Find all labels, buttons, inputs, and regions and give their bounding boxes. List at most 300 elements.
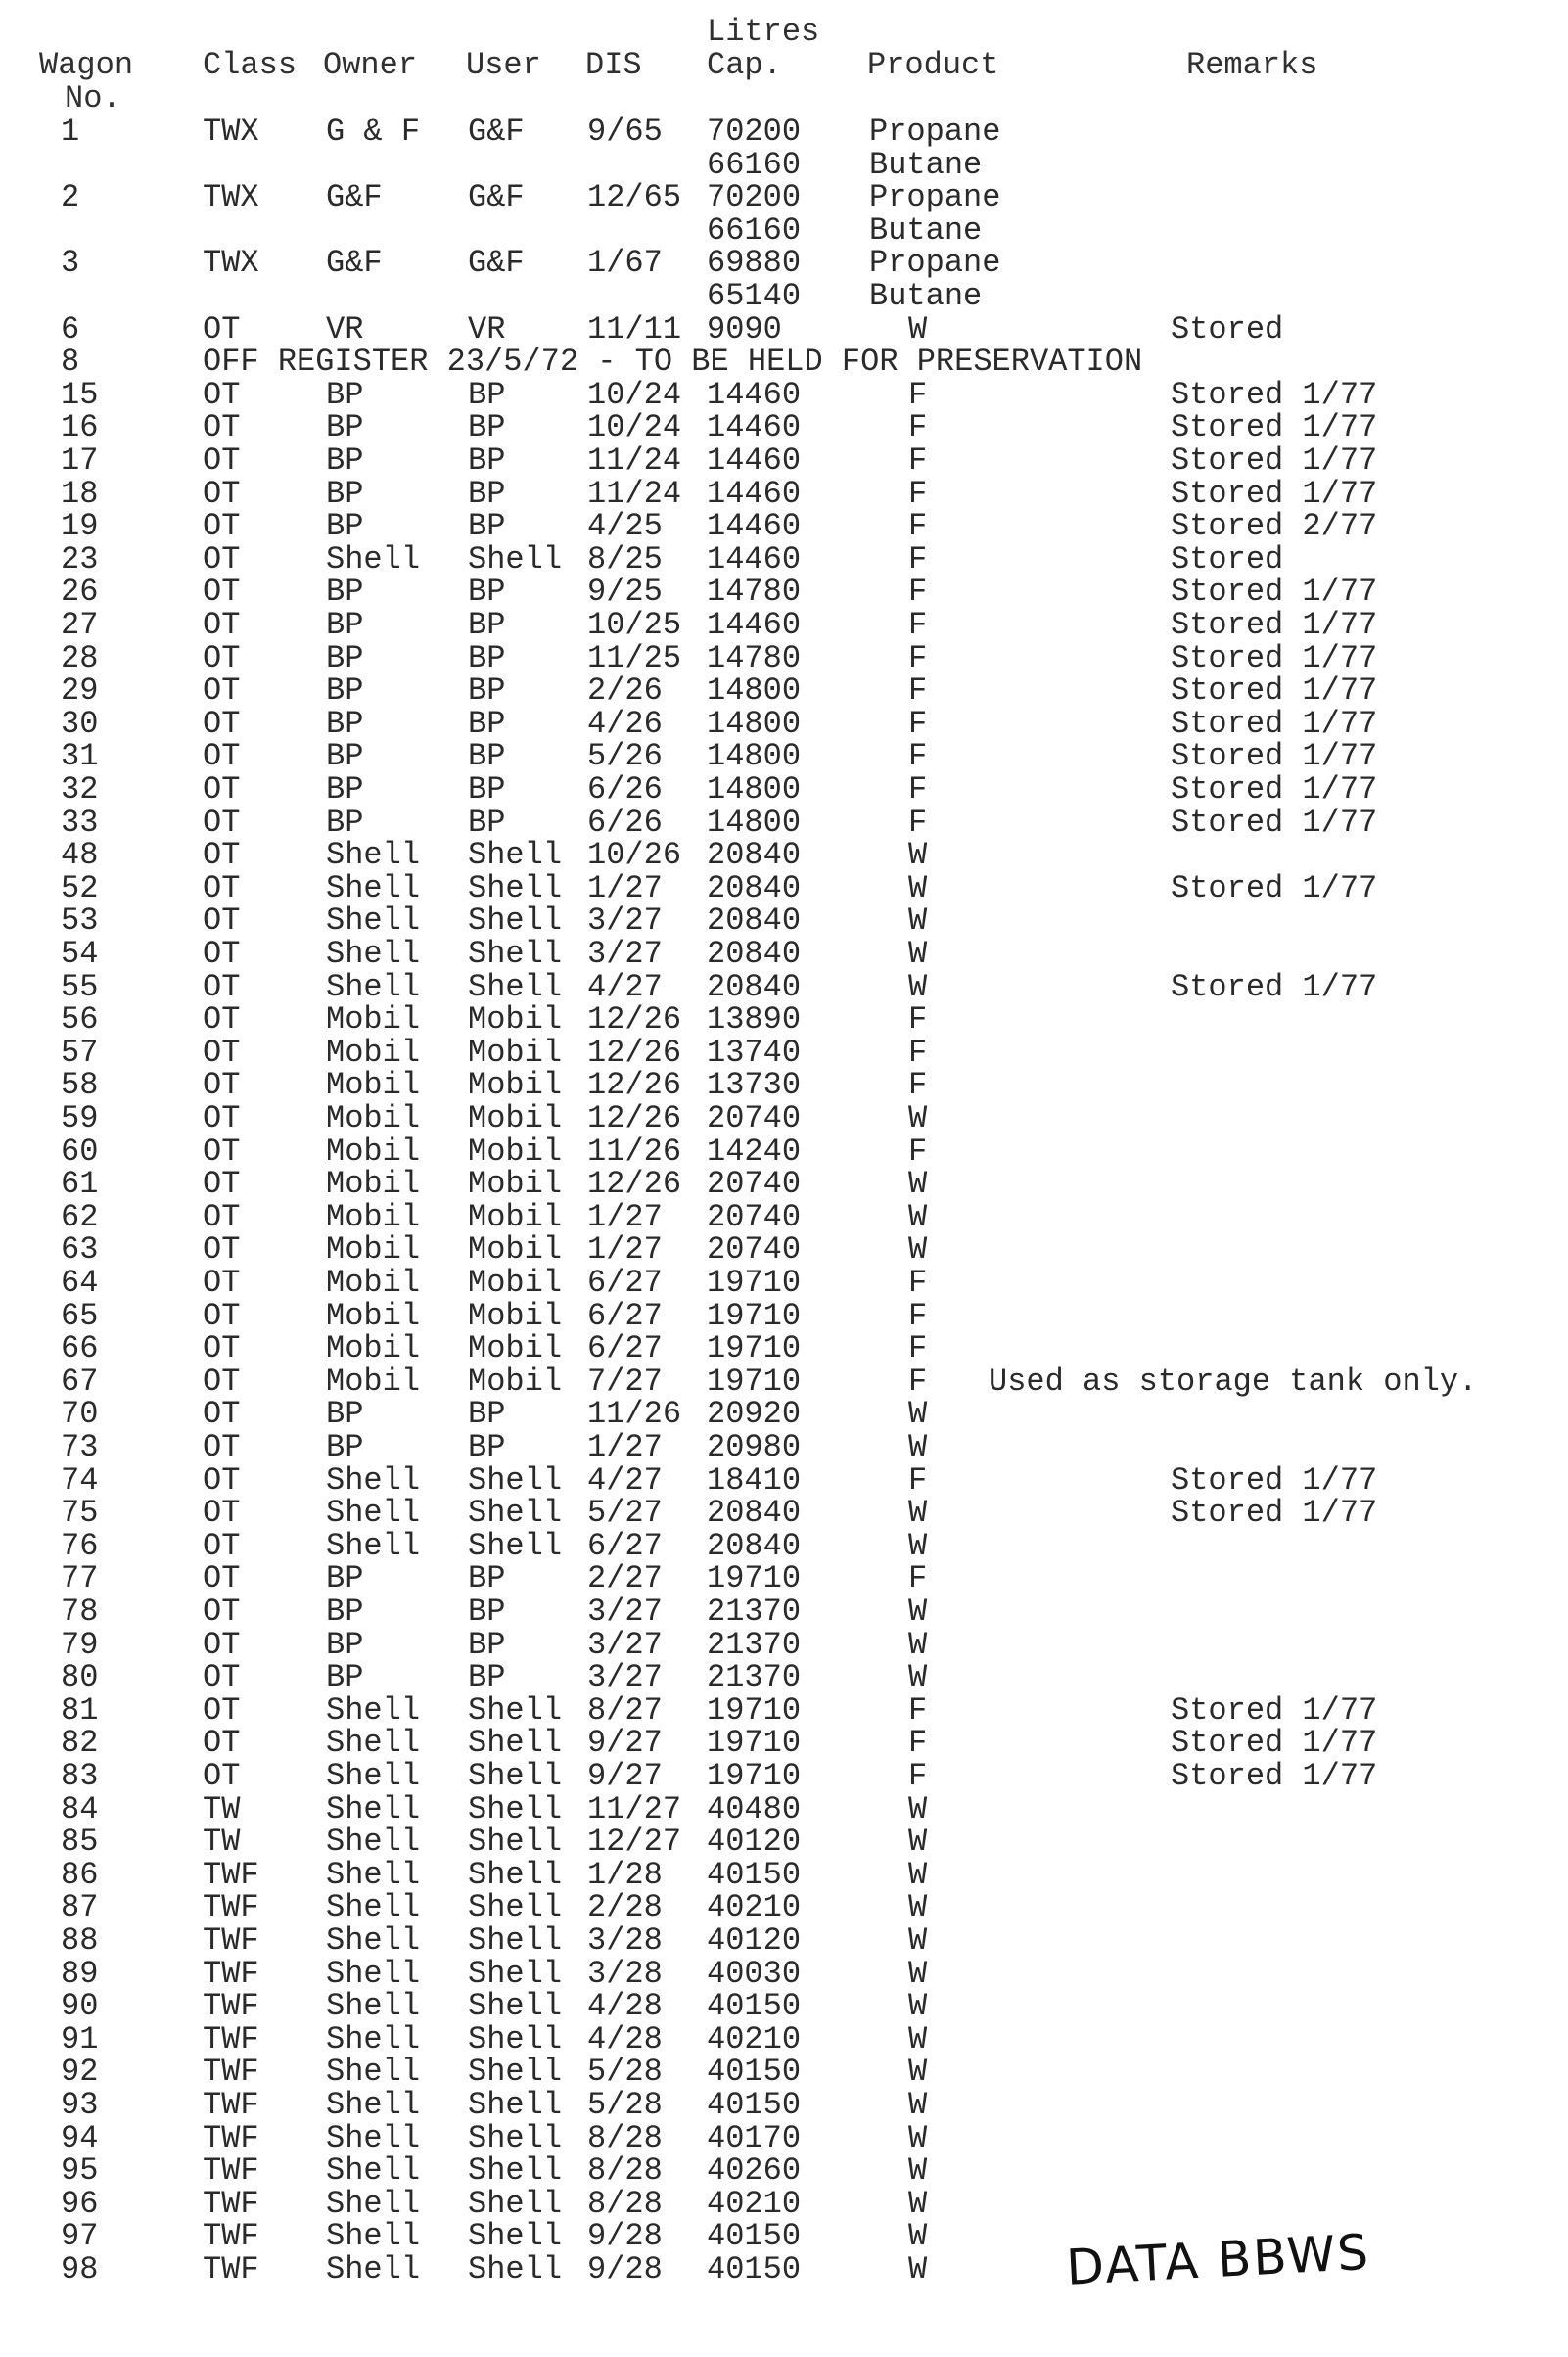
class-cell: OT [203,1626,241,1663]
owner-cell: Mobil [326,1231,421,1269]
class-cell: OT [203,442,241,479]
capacity-cell: 14240 [707,1132,802,1170]
table-row [0,740,1568,773]
wagon-number-cell: 75 [61,1495,99,1532]
class-cell: OT [203,310,241,347]
dis-cell: 12/26 [587,1001,682,1039]
table-row [0,1198,1568,1235]
user-cell: Shell [468,936,563,972]
capacity-cell: 19710 [707,1691,802,1729]
table-row [0,1365,1568,1399]
table-row [0,869,1568,906]
class-cell: TWX [203,179,259,216]
remarks-cell: Stored 2/77 [1171,508,1378,545]
table-row [0,2154,1568,2188]
header-litres: Litres [707,14,820,50]
product-cell: W [908,1198,928,1235]
wagon-number-cell: 83 [61,1758,99,1794]
product-cell: F [908,376,928,413]
user-cell: Shell [468,837,563,874]
wagon-number-cell: 3 [61,245,80,282]
dis-cell: 2/26 [587,672,663,710]
user-cell: Shell [468,1988,563,2025]
owner-cell: Shell [326,1889,421,1926]
product-cell: W [908,1594,928,1630]
product-cell: F [908,607,928,643]
wagon-number-cell: 29 [61,672,99,710]
owner-cell: Shell [326,1824,421,1861]
capacity-cell: 20840 [707,869,802,906]
table-row [0,116,1568,149]
user-cell: BP [468,1626,506,1663]
wagon-number-cell: 66 [61,1330,99,1367]
table-row [0,576,1568,609]
wagon-number-cell: 62 [61,1198,99,1235]
user-cell: BP [468,607,506,643]
capacity-cell: 14800 [707,738,802,775]
owner-cell: BP [326,1594,364,1630]
table-row [0,1990,1568,2023]
dis-cell: 11/27 [587,1790,682,1827]
capacity-cell: 40150 [707,2251,802,2288]
product-cell: F [908,508,928,545]
product-cell: W [908,1166,928,1203]
capacity-cell: 14800 [707,705,802,742]
table-row [0,1398,1568,1431]
product-cell: F [908,1132,928,1170]
product-cell: W [908,1231,928,1269]
class-cell: OT [203,508,241,545]
dis-cell: 3/28 [587,1955,663,1992]
class-cell: OT [203,1461,241,1499]
wagon-number-cell: 58 [61,1067,99,1104]
owner-cell: BP [326,1659,364,1696]
class-cell: OT [203,1100,241,1136]
user-cell: BP [468,1659,506,1696]
wagon-number-cell: 17 [61,442,99,479]
table-row [0,1034,1568,1071]
wagon-number-cell: 67 [61,1363,99,1400]
product-cell: F [908,1758,928,1794]
dis-cell: 12/26 [587,1100,682,1136]
owner-cell: Shell [326,540,421,578]
wagon-number-cell: 94 [61,2119,99,2156]
user-cell: Shell [468,902,563,940]
product-cell: W [908,2087,928,2123]
table-row [0,1461,1568,1499]
user-cell: Mobil [468,1231,563,1269]
dis-cell: 8/27 [587,1691,663,1729]
wagon-number-cell: 32 [61,771,99,808]
product-cell: F [908,771,928,808]
dis-cell: 9/27 [587,1758,663,1794]
table-row [0,968,1568,1005]
user-cell: Shell [468,1691,563,1729]
wagon-number-cell: 91 [61,2020,99,2057]
wagon-number-cell: 1 [61,114,80,150]
wagon-number-cell: 90 [61,1988,99,2025]
user-cell: Mobil [468,1132,563,1170]
class-cell: OT [203,1527,241,1564]
table-row [0,2185,1568,2222]
product-cell: W [908,1659,928,1696]
class-cell: OT [203,475,241,512]
owner-cell: BP [326,672,364,710]
header-cap: Cap. [707,47,782,83]
wagon-number-cell: 65 [61,1297,99,1334]
class-cell: OT [203,837,241,874]
owner-cell: Shell [326,2087,421,2123]
wagon-number-cell: 81 [61,1691,99,1729]
user-cell: BP [468,1396,506,1433]
capacity-cell: 20980 [707,1429,802,1465]
table-row [0,540,1568,578]
user-cell: VR [468,310,506,347]
user-cell: Mobil [468,1166,563,1203]
table-row [0,1003,1568,1037]
dis-cell: 6/27 [587,1297,663,1334]
owner-cell: Shell [326,2251,421,2288]
user-cell: Mobil [468,1297,563,1334]
table-row [0,1595,1568,1629]
capacity-cell: 40170 [707,2119,802,2156]
table-row [0,181,1568,214]
user-cell: BP [468,804,506,841]
user-cell: Shell [468,1790,563,1827]
dis-cell: 8/28 [587,2152,663,2190]
user-cell: Shell [468,968,563,1005]
user-cell: BP [468,1429,506,1465]
register-note: OFF REGISTER 23/5/72 - TO BE HELD FOR PRESERVATION [203,344,1143,381]
capacity-cell: 40150 [707,2218,802,2255]
user-cell: Shell [468,2185,563,2222]
capacity-cell: 19710 [707,1265,802,1301]
class-cell: OT [203,574,241,611]
product-cell: F [908,1725,928,1762]
owner-cell: Mobil [326,1100,421,1136]
owner-cell: Shell [326,2020,421,2057]
class-cell: OT [203,1659,241,1696]
product-cell: W [908,2218,928,2255]
class-cell: OT [203,540,241,578]
dis-cell: 6/26 [587,804,663,841]
product-cell: Butane [869,146,983,183]
table-row [0,1790,1568,1827]
user-cell: Mobil [468,1034,563,1071]
owner-cell: Mobil [326,1297,421,1334]
owner-cell: BP [326,508,364,545]
wagon-number-cell: 70 [61,1396,99,1433]
user-cell: Shell [468,2054,563,2091]
wagon-number-cell: 80 [61,1659,99,1696]
user-cell: Mobil [468,1198,563,1235]
class-cell: OT [203,1495,241,1532]
wagon-number-cell: 15 [61,376,99,413]
class-cell: OT [203,1231,241,1269]
table-row [0,376,1568,413]
product-cell: F [908,738,928,775]
table-row [0,1891,1568,1924]
table-row [0,1562,1568,1595]
wagon-number-cell: 98 [61,2251,99,2288]
capacity-cell: 19710 [707,1560,802,1597]
user-cell: Shell [468,1461,563,1499]
capacity-cell: 20920 [707,1396,802,1433]
wagon-number-cell: 84 [61,1790,99,1827]
dis-cell: 3/27 [587,936,663,972]
capacity-cell: 40260 [707,2152,802,2190]
product-cell: W [908,1955,928,1992]
dis-cell: 4/28 [587,1988,663,2025]
owner-cell: Shell [326,2185,421,2222]
owner-cell: VR [326,310,364,347]
capacity-cell: 69880 [707,245,802,282]
remarks-cell: Stored 1/77 [1171,1758,1378,1794]
capacity-cell: 70200 [707,179,802,216]
table-row [0,1691,1568,1729]
table-row [0,674,1568,708]
table-row [0,1297,1568,1334]
wagon-number-cell: 79 [61,1626,99,1663]
table-row [0,773,1568,807]
owner-cell: BP [326,409,364,446]
wagon-number-cell: 89 [61,1955,99,1992]
class-cell: OT [203,968,241,1005]
class-cell: OT [203,1594,241,1630]
table-row [0,1102,1568,1135]
table-row [0,1069,1568,1102]
class-cell: TWF [203,1988,259,2025]
class-cell: OT [203,869,241,906]
owner-cell: Shell [326,1725,421,1762]
capacity-cell: 21370 [707,1594,802,1630]
remarks-cell: Stored 1/77 [1171,1461,1378,1499]
wagon-number-cell: 76 [61,1527,99,1564]
class-cell: OT [203,1132,241,1170]
dis-cell: 3/27 [587,1594,663,1630]
header-owner: Owner [323,47,418,83]
remarks-cell: Stored 1/77 [1171,376,1378,413]
table-row [0,1431,1568,1464]
product-cell: W [908,1889,928,1926]
remarks-cell: Stored 1/77 [1171,804,1378,841]
remarks-cell: Stored 1/77 [1171,1495,1378,1532]
owner-cell: Mobil [326,1001,421,1039]
capacity-cell: 40150 [707,2087,802,2123]
wagon-number-cell: 26 [61,574,99,611]
user-cell: BP [468,672,506,710]
capacity-cell: 14460 [707,442,802,479]
user-cell: BP [468,442,506,479]
class-cell: OT [203,902,241,940]
class-cell: TWF [203,1889,259,1926]
remarks-cell: Stored 1/77 [1171,771,1378,808]
product-cell: W [908,1626,928,1663]
remarks-cell: Used as storage tank only. [989,1363,1478,1400]
wagon-number-cell: 63 [61,1231,99,1269]
owner-cell: Shell [326,968,421,1005]
owner-cell: BP [326,376,364,413]
dis-cell: 6/27 [587,1330,663,1367]
capacity-cell: 40150 [707,2054,802,2091]
product-cell: F [908,475,928,512]
user-cell: G&F [468,179,525,216]
user-cell: G&F [468,114,525,150]
wagon-number-cell: 64 [61,1265,99,1301]
table-row [0,839,1568,872]
capacity-cell: 14780 [707,639,802,676]
owner-cell: Mobil [326,1166,421,1203]
table-row [0,475,1568,512]
dis-cell: 12/26 [587,1166,682,1203]
product-cell: F [908,705,928,742]
class-cell: TWF [203,2054,259,2091]
dis-cell: 11/25 [587,639,682,676]
remarks-cell: Stored 1/77 [1171,672,1378,710]
user-cell: Shell [468,1922,563,1959]
dis-cell: 5/26 [587,738,663,775]
capacity-cell: 14460 [707,475,802,512]
capacity-cell: 20740 [707,1198,802,1235]
capacity-cell: 40150 [707,1988,802,2025]
wagon-number-cell: 60 [61,1132,99,1170]
product-cell: W [908,2020,928,2057]
table-row [0,2020,1568,2057]
dis-cell: 5/27 [587,1495,663,1532]
wagon-number-cell: 16 [61,409,99,446]
product-cell: F [908,639,928,676]
owner-cell: Shell [326,2152,421,2190]
class-cell: OT [203,1166,241,1203]
capacity-cell: 20840 [707,1495,802,1532]
dis-cell: 3/27 [587,902,663,940]
product-cell: W [908,902,928,940]
table-row [0,1955,1568,1992]
class-cell: TWX [203,114,259,150]
wagon-number-cell: 77 [61,1560,99,1597]
capacity-cell: 20840 [707,837,802,874]
product-cell: Butane [869,278,983,314]
capacity-cell: 20840 [707,1527,802,1564]
owner-cell: BP [326,804,364,841]
product-cell: F [908,1067,928,1104]
user-cell: Mobil [468,1100,563,1136]
header-remarks: Remarks [1186,47,1318,83]
product-cell: F [908,1330,928,1367]
class-cell: TW [203,1824,241,1861]
table-row [0,1527,1568,1564]
user-cell: Shell [468,1527,563,1564]
table-row [0,904,1568,938]
product-cell: F [908,409,928,446]
wagon-number-cell: 74 [61,1461,99,1499]
user-cell: BP [468,771,506,808]
wagon-number-cell: 18 [61,475,99,512]
table-row [0,1826,1568,1859]
owner-cell: Shell [326,869,421,906]
class-cell: OT [203,1429,241,1465]
dis-cell: 8/28 [587,2185,663,2222]
class-cell: OT [203,376,241,413]
table-row [0,510,1568,543]
dis-cell: 2/27 [587,1560,663,1597]
product-cell: Propane [869,179,1001,216]
user-cell: BP [468,409,506,446]
remarks-cell: Stored 1/77 [1171,1691,1378,1729]
dis-cell: 5/28 [587,2087,663,2123]
product-cell: W [908,1988,928,2025]
dis-cell: 4/28 [587,2020,663,2057]
capacity-cell: 14800 [707,804,802,841]
user-cell: Shell [468,2087,563,2123]
owner-cell: BP [326,442,364,479]
dis-cell: 5/28 [587,2054,663,2091]
product-cell: F [908,1297,928,1334]
dis-cell: 12/26 [587,1034,682,1071]
user-cell: BP [468,574,506,611]
header-product: Product [867,47,999,83]
capacity-cell: 14460 [707,540,802,578]
remarks-cell: Stored 1/77 [1171,475,1378,512]
owner-cell: BP [326,1429,364,1465]
user-cell: Shell [468,2119,563,2156]
product-cell: Propane [869,114,1001,150]
dis-cell: 9/28 [587,2218,663,2255]
class-cell: OT [203,738,241,775]
class-cell: TWF [203,1922,259,1959]
owner-cell: Mobil [326,1067,421,1104]
remarks-cell: Stored 1/77 [1171,968,1378,1005]
dis-cell: 11/26 [587,1132,682,1170]
class-cell: TWF [203,1856,259,1893]
table-row [0,1856,1568,1893]
header-no: No. [65,80,121,116]
owner-cell: BP [326,1396,364,1433]
class-cell: OT [203,1396,241,1433]
product-cell: F [908,540,928,578]
table-row [0,1924,1568,1958]
product-cell: F [908,1001,928,1039]
product-cell: W [908,2119,928,2156]
wagon-number-cell: 82 [61,1725,99,1762]
user-cell: Mobil [468,1330,563,1367]
product-cell: W [908,936,928,972]
remarks-cell: Stored 1/77 [1171,1725,1378,1762]
capacity-cell: 19710 [707,1297,802,1334]
product-cell: F [908,1461,928,1499]
wagon-number-cell: 86 [61,1856,99,1893]
capacity-cell: 21370 [707,1659,802,1696]
product-cell: Propane [869,245,1001,282]
class-cell: TWF [203,2119,259,2156]
dis-cell: 1/28 [587,1856,663,1893]
owner-cell: BP [326,1626,364,1663]
user-cell: Mobil [468,1363,563,1400]
owner-cell: BP [326,771,364,808]
wagon-number-cell: 8 [61,344,80,381]
wagon-number-cell: 93 [61,2087,99,2123]
owner-cell: Shell [326,936,421,972]
dis-cell: 10/25 [587,607,682,643]
capacity-cell: 14460 [707,508,802,545]
capacity-cell: 14460 [707,376,802,413]
owner-cell: BP [326,475,364,512]
class-cell: TWF [203,2185,259,2222]
dis-cell: 1/27 [587,1429,663,1465]
product-cell: F [908,1691,928,1729]
user-cell: BP [468,508,506,545]
wagon-number-cell: 56 [61,1001,99,1039]
